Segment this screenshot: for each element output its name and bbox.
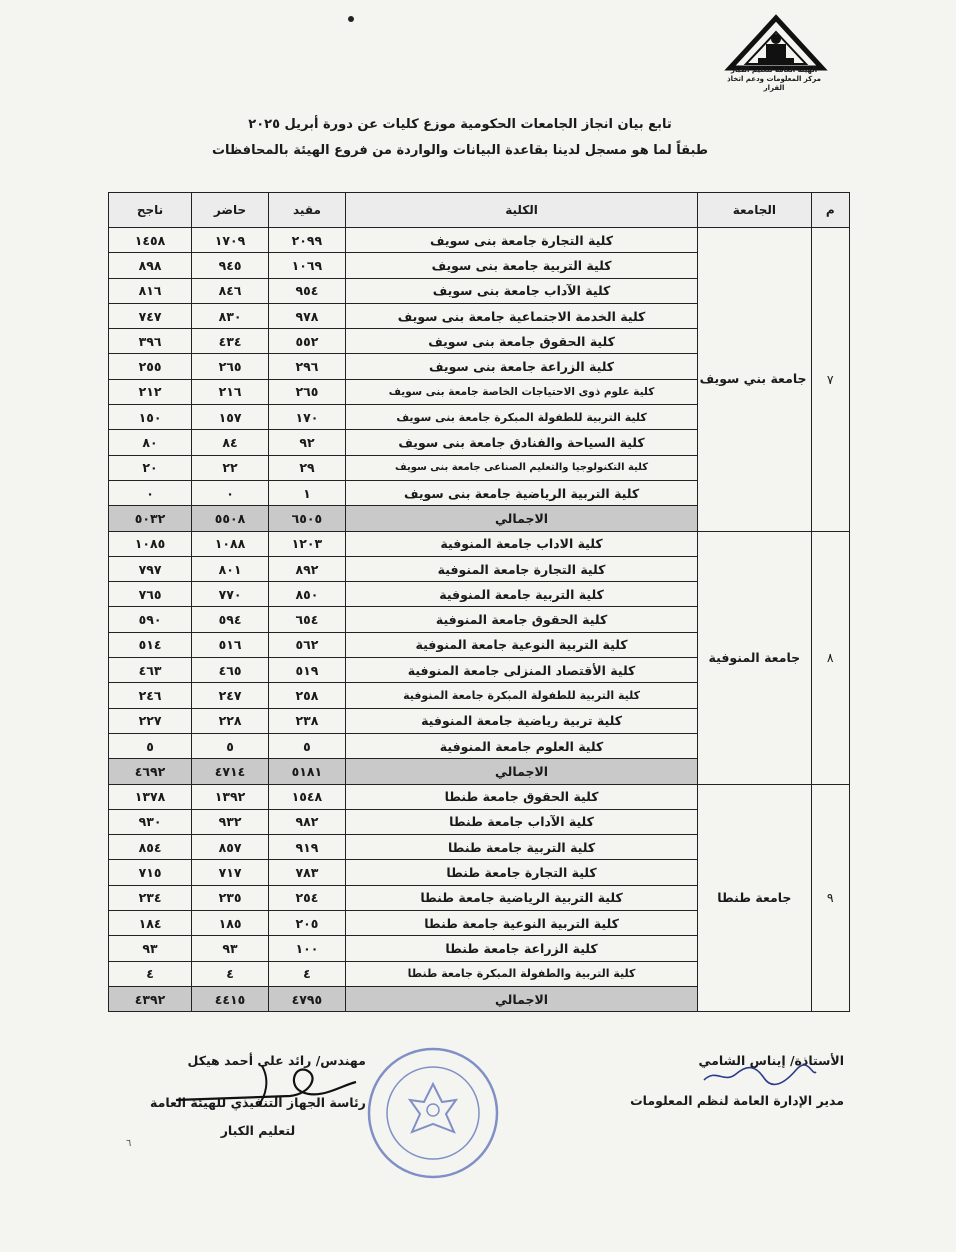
university-name: جامعة طنطا bbox=[698, 784, 811, 1012]
registered-value: ٤ bbox=[268, 961, 345, 986]
college-name: كلية تربية رياضية جامعة المنوفية bbox=[345, 708, 697, 733]
present-value: ٧١٧ bbox=[192, 860, 269, 885]
handwritten-signature-left bbox=[170, 1056, 370, 1116]
registered-value: ٩٢ bbox=[268, 430, 345, 455]
registered-value: ٢٠٩٩ bbox=[268, 228, 345, 253]
table-body bbox=[109, 228, 850, 1012]
college-name: كلية العلوم جامعة المنوفية bbox=[345, 733, 697, 758]
passed-value: ٠ bbox=[109, 480, 192, 505]
passed-value: ٤٦٣ bbox=[109, 658, 192, 683]
table-header-row bbox=[109, 193, 850, 228]
college-name: كلية التكنولوجيا والتعليم الصناعى جامعة بنى سويف bbox=[345, 455, 697, 480]
signatory-name-right: الأستاذة/ إيناس الشامي bbox=[698, 1053, 844, 1068]
college-name: كلية التربية للطفولة المبكرة جامعة المنوفية bbox=[345, 683, 697, 708]
present-value: ٨٣٠ bbox=[192, 303, 269, 328]
college-name: كلية الاداب جامعة المنوفية bbox=[345, 531, 697, 556]
passed-value: ٨٠ bbox=[109, 430, 192, 455]
table-row bbox=[109, 228, 850, 253]
passed-value: ١٠٨٥ bbox=[109, 531, 192, 556]
present-value: ٥١٦ bbox=[192, 632, 269, 657]
total-passed: ٥٠٣٢ bbox=[109, 506, 192, 531]
registered-value: ٩٨٢ bbox=[268, 809, 345, 834]
college-name: كلية التربية الرياضية جامعة بنى سويف bbox=[345, 480, 697, 505]
registered-value: ٢٩٦ bbox=[268, 354, 345, 379]
college-name: كلية علوم ذوى الاحتياجات الخاصة جامعة بنى سويف bbox=[345, 379, 697, 404]
passed-value: ٢٢٧ bbox=[109, 708, 192, 733]
present-value: ٩٣٢ bbox=[192, 809, 269, 834]
college-name: كلية الحقوق جامعة طنطا bbox=[345, 784, 697, 809]
present-value: ١٧٠٩ bbox=[192, 228, 269, 253]
college-name: كلية التربية جامعة طنطا bbox=[345, 835, 697, 860]
passed-value: ٨٥٤ bbox=[109, 835, 192, 860]
present-value: ٩٤٥ bbox=[192, 253, 269, 278]
registered-value: ٢٣٨ bbox=[268, 708, 345, 733]
registered-value: ٢٥٤ bbox=[268, 885, 345, 910]
passed-value: ٥١٤ bbox=[109, 632, 192, 657]
registered-value: ١٠٦٩ bbox=[268, 253, 345, 278]
passed-value: ١٨٤ bbox=[109, 911, 192, 936]
passed-value: ٧٦٥ bbox=[109, 582, 192, 607]
present-value: ٩٣ bbox=[192, 936, 269, 961]
registered-value: ٧٨٣ bbox=[268, 860, 345, 885]
registered-value: ٥١٩ bbox=[268, 658, 345, 683]
present-value: ١٨٥ bbox=[192, 911, 269, 936]
header-registered: مقيد bbox=[268, 193, 345, 228]
present-value: ٧٧٠ bbox=[192, 582, 269, 607]
college-name: كلية الحقوق جامعة بنى سويف bbox=[345, 329, 697, 354]
registered-value: ١٥٤٨ bbox=[268, 784, 345, 809]
present-value: ٠ bbox=[192, 480, 269, 505]
logo-caption bbox=[718, 66, 830, 93]
title-line-1: تابع بيان انجاز الجامعات الحكومية موزع كليات عن دورة أبريل ٢٠٢٥ bbox=[248, 117, 672, 132]
present-value: ٨٤٦ bbox=[192, 278, 269, 303]
college-name: كلية التربية للطفولة المبكرة جامعة بنى سويف bbox=[345, 405, 697, 430]
total-registered: ٥١٨١ bbox=[268, 759, 345, 784]
college-name: كلية الخدمة الاجتماعية جامعة بنى سويف bbox=[345, 303, 697, 328]
passed-value: ٩٣ bbox=[109, 936, 192, 961]
college-name: كلية التجارة جامعة المنوفية bbox=[345, 556, 697, 581]
present-value: ٤٦٥ bbox=[192, 658, 269, 683]
passed-value: ٤ bbox=[109, 961, 192, 986]
registered-value: ٦٥٤ bbox=[268, 607, 345, 632]
logo-caption-line-1: الهيئة العامة لتعليم الكبار bbox=[730, 66, 818, 74]
document-title bbox=[180, 112, 740, 164]
group-index: ٩ bbox=[811, 784, 849, 1012]
college-name: كلية الأقتصاد المنزلى جامعة المنوفية bbox=[345, 658, 697, 683]
present-value: ٤ bbox=[192, 961, 269, 986]
registered-value: ١٠٠ bbox=[268, 936, 345, 961]
total-registered: ٦٥٠٥ bbox=[268, 506, 345, 531]
passed-value: ٧١٥ bbox=[109, 860, 192, 885]
college-name: كلية التربية النوعية جامعة طنطا bbox=[345, 911, 697, 936]
university-name: جامعة المنوفية bbox=[698, 531, 811, 784]
total-label: الاجمالي bbox=[345, 986, 697, 1011]
total-passed: ٤٣٩٢ bbox=[109, 986, 192, 1011]
scan-dot bbox=[348, 16, 354, 22]
college-name: كلية الحقوق جامعة المنوفية bbox=[345, 607, 697, 632]
registered-value: ٢٠٥ bbox=[268, 911, 345, 936]
college-name: كلية التربية النوعية جامعة المنوفية bbox=[345, 632, 697, 657]
college-name: كلية السياحة والفنادق جامعة بنى سويف bbox=[345, 430, 697, 455]
present-value: ١٥٧ bbox=[192, 405, 269, 430]
passed-value: ٢٥٥ bbox=[109, 354, 192, 379]
present-value: ٢٣٥ bbox=[192, 885, 269, 910]
college-name: كلية التربية جامعة بنى سويف bbox=[345, 253, 697, 278]
registered-value: ٢٩ bbox=[268, 455, 345, 480]
present-value: ٢٢ bbox=[192, 455, 269, 480]
registered-value: ٥٥٢ bbox=[268, 329, 345, 354]
total-present: ٥٥٠٨ bbox=[192, 506, 269, 531]
college-name: كلية التربية جامعة المنوفية bbox=[345, 582, 697, 607]
passed-value: ١٥٠ bbox=[109, 405, 192, 430]
college-name: كلية الآداب جامعة بنى سويف bbox=[345, 278, 697, 303]
title-line-2: طبقاً لما هو مسجل لدينا بقاعدة البيانات والواردة من فروع الهيئة بالمحافظات bbox=[211, 143, 709, 158]
college-name: كلية الزراعة جامعة بنى سويف bbox=[345, 354, 697, 379]
logo-caption-line-2: مركز المعلومات ودعم اتخاذ القرار bbox=[727, 75, 821, 92]
table-row bbox=[109, 531, 850, 556]
total-passed: ٤٦٩٢ bbox=[109, 759, 192, 784]
total-label: الاجمالي bbox=[345, 506, 697, 531]
present-value: ١٠٨٨ bbox=[192, 531, 269, 556]
registered-value: ٨٥٠ bbox=[268, 582, 345, 607]
present-value: ٨٥٧ bbox=[192, 835, 269, 860]
registered-value: ٩١٩ bbox=[268, 835, 345, 860]
passed-value: ٨١٦ bbox=[109, 278, 192, 303]
passed-value: ٥٩٠ bbox=[109, 607, 192, 632]
passed-value: ١٤٥٨ bbox=[109, 228, 192, 253]
college-name: كلية التجارة جامعة طنطا bbox=[345, 860, 697, 885]
present-value: ٨٠١ bbox=[192, 556, 269, 581]
college-name: كلية الزراعة جامعة طنطا bbox=[345, 936, 697, 961]
passed-value: ٨٩٨ bbox=[109, 253, 192, 278]
present-value: ٢٦٥ bbox=[192, 354, 269, 379]
passed-value: ٢١٢ bbox=[109, 379, 192, 404]
official-stamp-icon bbox=[364, 1044, 502, 1182]
registered-value: ٩٥٤ bbox=[268, 278, 345, 303]
passed-value: ٣٩٦ bbox=[109, 329, 192, 354]
registered-value: ١٢٠٣ bbox=[268, 531, 345, 556]
passed-value: ٢٤٦ bbox=[109, 683, 192, 708]
college-name: كلية الآداب جامعة طنطا bbox=[345, 809, 697, 834]
page-number: ٦ bbox=[126, 1138, 132, 1149]
group-index: ٧ bbox=[811, 228, 849, 532]
registered-value: ١ bbox=[268, 480, 345, 505]
results-table bbox=[108, 192, 850, 1012]
total-registered: ٤٧٩٥ bbox=[268, 986, 345, 1011]
handwritten-signature-right bbox=[700, 1062, 820, 1088]
passed-value: ٥ bbox=[109, 733, 192, 758]
registered-value: ٩٧٨ bbox=[268, 303, 345, 328]
college-name: كلية التجارة جامعة بنى سويف bbox=[345, 228, 697, 253]
university-name: جامعة بني سويف bbox=[698, 228, 811, 532]
registered-value: ٨٩٢ bbox=[268, 556, 345, 581]
present-value: ١٣٩٢ bbox=[192, 784, 269, 809]
passed-value: ٢٣٤ bbox=[109, 885, 192, 910]
registered-value: ٢٥٨ bbox=[268, 683, 345, 708]
passed-value: ٢٠ bbox=[109, 455, 192, 480]
passed-value: ٩٣٠ bbox=[109, 809, 192, 834]
signatory-title-right: مدير الإدارة العامة لنظم المعلومات bbox=[630, 1093, 844, 1108]
signatory-name-left: مهندس/ رائد على أحمد هيكل bbox=[187, 1053, 366, 1068]
signatory-title-left-1: رئاسة الجهاز التنفيذي للهيئة العامة bbox=[150, 1095, 366, 1110]
total-present: ٤٧١٤ bbox=[192, 759, 269, 784]
header-idx: م bbox=[811, 193, 849, 228]
header-passed: ناجح bbox=[109, 193, 192, 228]
table-row bbox=[109, 784, 850, 809]
signatory-title-left-2: لتعليم الكبار bbox=[220, 1123, 296, 1138]
header-university: الجامعة bbox=[698, 193, 811, 228]
present-value: ٥٩٤ bbox=[192, 607, 269, 632]
present-value: ٥ bbox=[192, 733, 269, 758]
passed-value: ٧٩٧ bbox=[109, 556, 192, 581]
total-label: الاجمالي bbox=[345, 759, 697, 784]
header-college: الكلية bbox=[345, 193, 697, 228]
present-value: ٢٤٧ bbox=[192, 683, 269, 708]
college-name: كلية التربية الرياضية جامعة طنطا bbox=[345, 885, 697, 910]
registered-value: ٢٦٥ bbox=[268, 379, 345, 404]
present-value: ٢١٦ bbox=[192, 379, 269, 404]
header-present: حاضر bbox=[192, 193, 269, 228]
present-value: ٤٣٤ bbox=[192, 329, 269, 354]
registered-value: ٥٦٢ bbox=[268, 632, 345, 657]
present-value: ٨٤ bbox=[192, 430, 269, 455]
registered-value: ٥ bbox=[268, 733, 345, 758]
present-value: ٢٢٨ bbox=[192, 708, 269, 733]
registered-value: ١٧٠ bbox=[268, 405, 345, 430]
college-name: كلية التربية والطفولة المبكرة جامعة طنطا bbox=[345, 961, 697, 986]
total-present: ٤٤١٥ bbox=[192, 986, 269, 1011]
passed-value: ١٣٧٨ bbox=[109, 784, 192, 809]
group-index: ٨ bbox=[811, 531, 849, 784]
passed-value: ٧٤٧ bbox=[109, 303, 192, 328]
